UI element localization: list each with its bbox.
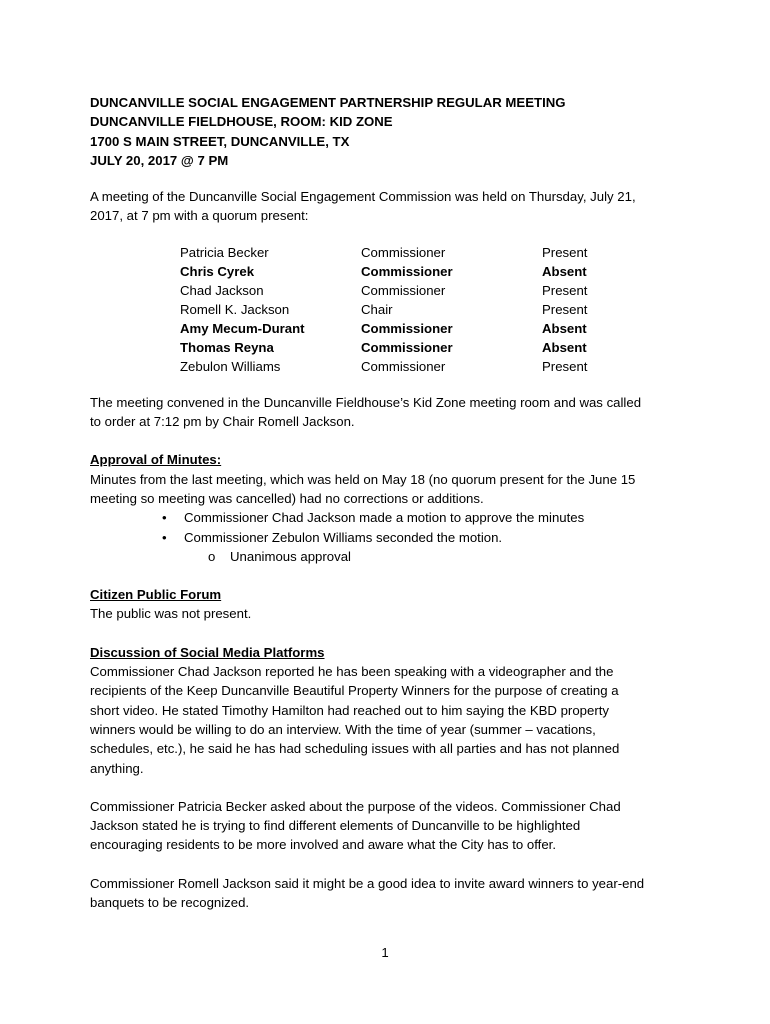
attendee-status: Present xyxy=(542,301,588,317)
attendance-row xyxy=(180,262,587,281)
attendee-name: Zebulon Williams xyxy=(180,358,281,374)
attendance-table xyxy=(180,243,587,376)
meeting-header xyxy=(90,93,690,170)
attendee-role: Commissioner xyxy=(361,320,453,336)
attendee-role: Commissioner xyxy=(361,244,446,260)
forum-paragraph: The public was not present. xyxy=(90,606,252,622)
page-number: 1 xyxy=(381,945,389,960)
attendee-status: Absent xyxy=(542,263,587,279)
attendance-row xyxy=(180,338,587,357)
document-content xyxy=(90,93,690,912)
social-paragraph-1: Commissioner Chad Jackson reported he has been speaking with a videographer and the recipients of the Keep Duncanville Beautiful Property Winners for the purpose of creating a short video. He stated Timothy Hamilton had reached out to him saying the KBD property winners would be willing to do an interview. With the time of year (summer – vacations, schedules, etc.), he said he has had scheduling issues with all parties and has not planned anything. xyxy=(90,664,620,776)
attendee-name: Romell K. Jackson xyxy=(180,301,290,317)
attendance-row xyxy=(180,243,587,262)
approval-paragraph: Minutes from the last meeting, which was held on May 18 (no quorum present for the June 15 meeting so meeting was cancelled) had no corrections or additions. xyxy=(90,471,636,506)
bullet-icon: • xyxy=(162,529,167,545)
convened-paragraph: The meeting convened in the Duncanville Fieldhouse’s Kid Zone meeting room and was called to order at 7:12 pm by Chair Romell Jackson. xyxy=(90,394,642,430)
approval-sub-list xyxy=(90,547,690,566)
attendance-row xyxy=(180,319,587,338)
attendee-status: Present xyxy=(542,358,588,374)
attendance-row xyxy=(180,281,587,300)
attendee-status: Present xyxy=(542,282,588,298)
attendee-role: Commissioner xyxy=(361,339,453,355)
social-paragraph-3: Commissioner Romell Jackson said it might be a good idea to invite award winners to year-end banquets to be recognized. xyxy=(90,875,645,911)
intro-paragraph: A meeting of the Duncanville Social Engagement Commission was held on Thursday, July 21, 2017, at 7 pm with a quorum present: xyxy=(90,189,636,224)
social-section-title: Discussion of Social Media Platforms xyxy=(90,644,325,660)
circle-bullet-icon: o xyxy=(208,548,216,564)
list-item: • Commissioner Zebulon Williams seconded the motion. xyxy=(162,528,690,547)
attendee-name: Chris Cyrek xyxy=(180,263,255,279)
header-line-3: 1700 S MAIN STREET, DUNCANVILLE, TX xyxy=(90,133,350,149)
attendee-name: Chad Jackson xyxy=(180,282,264,298)
approval-section-title: Approval of Minutes: xyxy=(90,452,222,468)
social-paragraph-2: Commissioner Patricia Becker asked about the purpose of the videos. Commissioner Chad Jackson stated he is trying to find different elements of Duncanville to be highlighted encouraging residents to be more involved and aware what the City has to offer. xyxy=(90,798,621,853)
bullet-icon: • xyxy=(162,510,167,526)
attendee-status: Absent xyxy=(542,339,587,355)
attendee-role: Chair xyxy=(361,301,393,317)
attendee-role: Commissioner xyxy=(361,282,446,298)
attendance-row xyxy=(180,357,587,376)
attendee-name: Thomas Reyna xyxy=(180,339,274,355)
list-item: • Commissioner Chad Jackson made a motion to approve the minutes xyxy=(162,508,690,527)
approval-bullet-list xyxy=(90,508,690,547)
attendee-name: Amy Mecum-Durant xyxy=(180,320,305,336)
header-line-2: DUNCANVILLE FIELDHOUSE, ROOM: KID ZONE xyxy=(90,114,393,130)
attendee-name: Patricia Becker xyxy=(180,244,269,260)
header-line-4: JULY 20, 2017 @ 7 PM xyxy=(90,152,229,168)
attendee-role: Commissioner xyxy=(361,358,446,374)
attendee-status: Present xyxy=(542,244,588,260)
attendee-status: Absent xyxy=(542,320,587,336)
header-line-1: DUNCANVILLE SOCIAL ENGAGEMENT PARTNERSHIP REGULAR MEETING xyxy=(90,95,566,110)
forum-section-title: Citizen Public Forum xyxy=(90,587,222,603)
attendance-row xyxy=(180,300,587,319)
attendee-role: Commissioner xyxy=(361,263,453,279)
list-item: o Unanimous approval xyxy=(208,547,690,566)
